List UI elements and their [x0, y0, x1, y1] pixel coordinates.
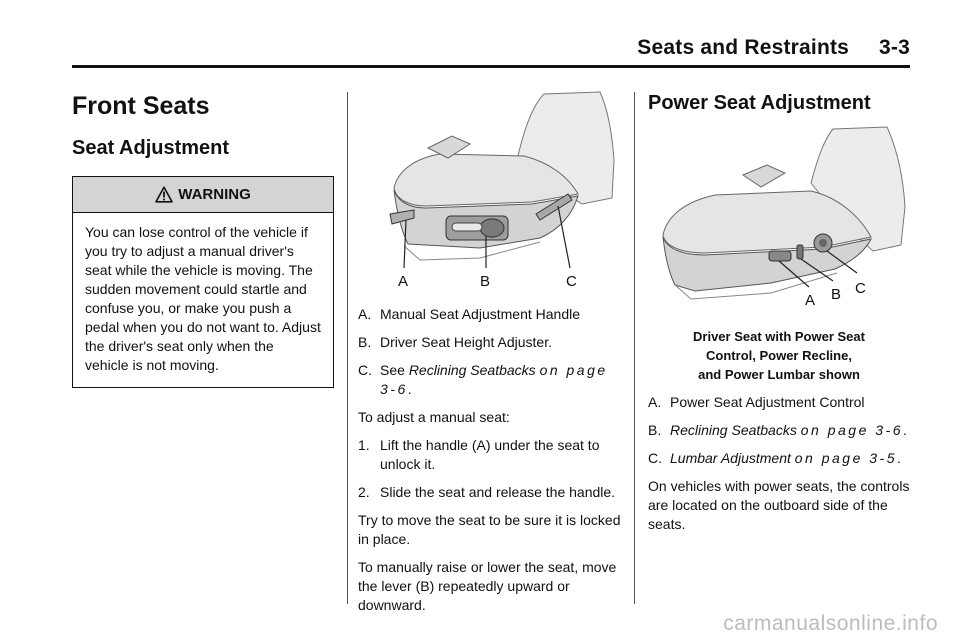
legend-label: C. — [358, 362, 372, 378]
caption-line: Control, Power Recline, — [706, 348, 852, 363]
column-3 — [648, 86, 910, 534]
xref-period: . — [407, 381, 412, 397]
power-legend-item-c — [648, 449, 910, 468]
manual-seat-illustration — [368, 86, 616, 296]
step-1 — [358, 436, 626, 474]
manual-seat-intro: To adjust a manual seat: — [358, 409, 510, 425]
column-divider-2 — [634, 92, 635, 604]
legend-label: B. — [648, 422, 662, 438]
legend-item-c — [358, 361, 626, 399]
height-adjust-paragraph: To manually raise or lower the seat, move the lever (B) repeatedly upward or downward. — [358, 559, 617, 613]
header-title — [637, 36, 910, 60]
figure-caption — [648, 327, 910, 384]
seat-adjustment-heading: Seat Adjustment — [72, 137, 230, 159]
fig1-label-b: B — [480, 273, 491, 290]
column-2 — [358, 86, 626, 615]
power-seat-illustration — [651, 123, 907, 323]
warning-label: WARNING — [178, 186, 251, 203]
warning-box — [72, 176, 334, 388]
warning-text: You can lose control of the vehicle if you try to adjust a manual driver's seat while the vehicle is moving. The sudden movement could startle and confuse you, or make you push a pedal when you do not want to. Adjust the driver's seat only when the vehicle is not moving. — [85, 224, 321, 373]
xref-title-lumbar: Lumbar Adjustment — [670, 450, 791, 466]
watermark: carmanualsonline.info — [723, 612, 938, 635]
power-seat-location-paragraph: On vehicles with power seats, the controls are located on the outboard side of the seats. — [648, 478, 910, 532]
caption-line: and Power Lumbar shown — [698, 367, 860, 382]
step-text: Slide the seat and release the handle. — [380, 484, 616, 500]
fig1-label-c: C — [566, 273, 577, 290]
front-seats-heading: Front Seats — [72, 92, 210, 120]
column-1 — [72, 86, 334, 388]
caption-line: Driver Seat with Power Seat — [693, 329, 865, 344]
xref-period: . — [902, 422, 907, 438]
fig2-label-b: B — [831, 286, 842, 303]
fig2-label-a: A — [805, 292, 816, 309]
page-number: 3-3 — [879, 36, 910, 59]
warning-header — [73, 177, 333, 213]
legend-text — [380, 361, 626, 399]
fig2-label-c: C — [855, 280, 866, 297]
lock-check-paragraph: Try to move the seat to be sure it is locked in place. — [358, 512, 621, 547]
legend-label: B. — [358, 334, 372, 350]
step-text: Lift the handle (A) under the seat to unlock it. — [380, 437, 600, 472]
xref-title-reclining: Reclining Seatbacks — [670, 422, 797, 438]
xref-period: . — [897, 450, 901, 466]
legend-text: Driver Seat Height Adjuster. — [380, 334, 552, 350]
legend-label: A. — [358, 306, 372, 322]
legend-text — [670, 421, 910, 440]
xref-title-reclining: Reclining Seatbacks — [408, 362, 536, 378]
legend-item-b — [358, 333, 626, 352]
xref-link-page-3-6[interactable]: on page 3-6 — [800, 422, 903, 438]
see-prefix: See — [380, 362, 409, 378]
page-header — [72, 36, 910, 68]
legend-text: Manual Seat Adjustment Handle — [380, 306, 581, 322]
power-seat-heading: Power Seat Adjustment — [648, 92, 871, 114]
xref-link-page-3-6[interactable]: on page 3-6 — [380, 362, 608, 397]
fig1-label-a: A — [398, 273, 409, 290]
step-2 — [358, 483, 626, 502]
step-number: 1. — [358, 437, 370, 453]
column-divider-1 — [347, 92, 348, 604]
power-legend-item-a — [648, 393, 910, 412]
warning-icon — [155, 186, 173, 203]
legend-label: C. — [648, 450, 662, 466]
legend-label: A. — [648, 394, 662, 410]
legend-text — [670, 449, 910, 468]
power-legend-item-b — [648, 421, 910, 440]
section-title: Seats and Restraints — [637, 36, 850, 59]
legend-text: Power Seat Adjustment Control — [670, 394, 865, 410]
legend-item-a — [358, 305, 626, 324]
xref-link-page-3-5[interactable]: on page 3-5 — [794, 450, 897, 466]
step-number: 2. — [358, 484, 370, 500]
